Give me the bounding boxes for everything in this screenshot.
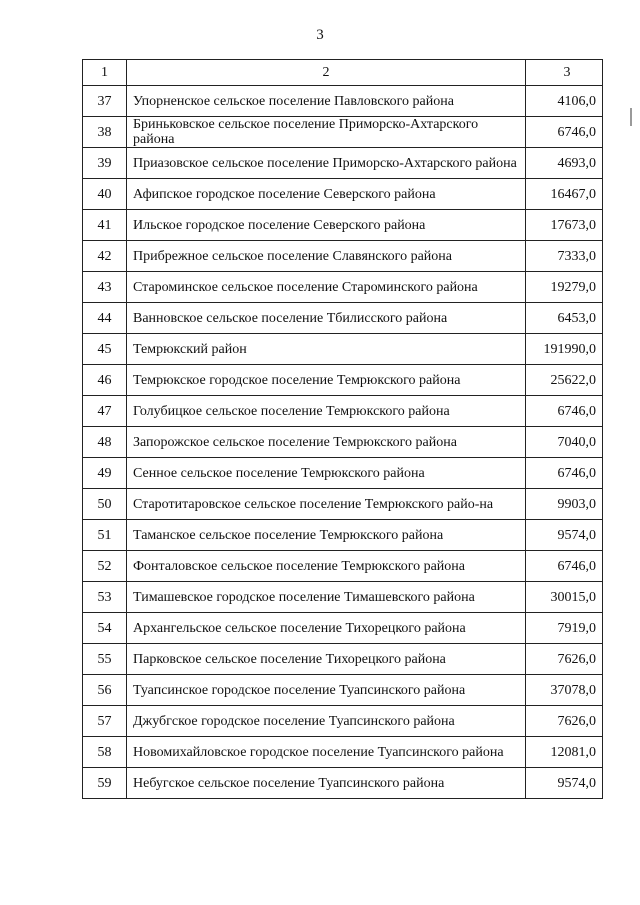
- settlement-name: Бриньковское сельское поселение Приморско-Ахтарского района: [127, 117, 526, 148]
- amount-value: 9574,0: [526, 520, 603, 551]
- settlement-name: Приазовское сельское поселение Приморско-Ахтарского района: [127, 148, 526, 179]
- row-number: 58: [83, 737, 127, 768]
- row-number: 59: [83, 768, 127, 799]
- table-row: [83, 148, 603, 179]
- amount-value: 9574,0: [526, 768, 603, 799]
- row-number: 51: [83, 520, 127, 551]
- row-number: 42: [83, 241, 127, 272]
- row-number: 37: [83, 86, 127, 117]
- settlement-table: [82, 59, 603, 799]
- amount-value: 19279,0: [526, 272, 603, 303]
- settlement-name: Сенное сельское поселение Темрюкского района: [127, 458, 526, 489]
- table-row: [83, 396, 603, 427]
- settlement-name: Тимашевское городское поселение Тимашевского района: [127, 582, 526, 613]
- amount-value: 191990,0: [526, 334, 603, 365]
- settlement-name: Архангельское сельское поселение Тихорецкого района: [127, 613, 526, 644]
- settlement-name: Запорожское сельское поселение Темрюкского района: [127, 427, 526, 458]
- row-number: 50: [83, 489, 127, 520]
- row-number: 45: [83, 334, 127, 365]
- table-row: [83, 303, 603, 334]
- settlement-name: Ванновское сельское поселение Тбилисского района: [127, 303, 526, 334]
- amount-value: 6746,0: [526, 117, 603, 148]
- settlement-name: Упорненское сельское поселение Павловского района: [127, 86, 526, 117]
- table-row: [83, 613, 603, 644]
- amount-value: 4106,0: [526, 86, 603, 117]
- settlement-name: Таманское сельское поселение Темрюкского района: [127, 520, 526, 551]
- table-row: [83, 272, 603, 303]
- amount-value: 6746,0: [526, 396, 603, 427]
- table-header-row: [83, 60, 603, 86]
- amount-value: 6746,0: [526, 458, 603, 489]
- amount-value: 25622,0: [526, 365, 603, 396]
- row-number: 54: [83, 613, 127, 644]
- settlement-name: Афипское городское поселение Северского района: [127, 179, 526, 210]
- table-row: [83, 644, 603, 675]
- settlement-name: Темрюкское городское поселение Темрюкского района: [127, 365, 526, 396]
- amount-value: 12081,0: [526, 737, 603, 768]
- table-row: [83, 210, 603, 241]
- row-number: 43: [83, 272, 127, 303]
- table-body: [83, 60, 603, 799]
- settlement-name: Голубицкое сельское поселение Темрюкского района: [127, 396, 526, 427]
- settlement-name: Небугское сельское поселение Туапсинского района: [127, 768, 526, 799]
- row-number: 38: [83, 117, 127, 148]
- amount-value: 7626,0: [526, 706, 603, 737]
- row-number: 41: [83, 210, 127, 241]
- amount-value: 17673,0: [526, 210, 603, 241]
- table-row: [83, 675, 603, 706]
- settlement-name: Новомихайловское городское поселение Туапсинского района: [127, 737, 526, 768]
- amount-value: 7040,0: [526, 427, 603, 458]
- table-row: [83, 706, 603, 737]
- row-number: 57: [83, 706, 127, 737]
- row-number: 46: [83, 365, 127, 396]
- amount-value: 6453,0: [526, 303, 603, 334]
- amount-value: 30015,0: [526, 582, 603, 613]
- amount-value: 6746,0: [526, 551, 603, 582]
- row-number: 55: [83, 644, 127, 675]
- settlement-name: Старотитаровское сельское поселение Темрюкского райо-на: [127, 489, 526, 520]
- settlement-name: Староминское сельское поселение Староминского района: [127, 272, 526, 303]
- settlement-name: Прибрежное сельское поселение Славянского района: [127, 241, 526, 272]
- row-number: 39: [83, 148, 127, 179]
- amount-value: 7333,0: [526, 241, 603, 272]
- row-number: 48: [83, 427, 127, 458]
- table-row: [83, 365, 603, 396]
- row-number: 53: [83, 582, 127, 613]
- settlement-name: Джубгское городское поселение Туапсинского района: [127, 706, 526, 737]
- settlement-name: Фонталовское сельское поселение Темрюкского района: [127, 551, 526, 582]
- row-number: 47: [83, 396, 127, 427]
- table-row: [83, 179, 603, 210]
- table-row: [83, 241, 603, 272]
- amount-value: 9903,0: [526, 489, 603, 520]
- header-col-2: 2: [127, 60, 526, 86]
- settlement-name: Туапсинское городское поселение Туапсинского района: [127, 675, 526, 706]
- table-row: [83, 551, 603, 582]
- table-row: [83, 737, 603, 768]
- table-row: [83, 768, 603, 799]
- margin-mark: [630, 108, 632, 126]
- table-row: [83, 520, 603, 551]
- row-number: 52: [83, 551, 127, 582]
- row-number: 49: [83, 458, 127, 489]
- amount-value: 7626,0: [526, 644, 603, 675]
- settlement-name: Парковское сельское поселение Тихорецкого района: [127, 644, 526, 675]
- row-number: 44: [83, 303, 127, 334]
- amount-value: 7919,0: [526, 613, 603, 644]
- table-row: [83, 117, 603, 148]
- page-number: 3: [316, 27, 324, 43]
- settlement-name: Темрюкский район: [127, 334, 526, 365]
- row-number: 56: [83, 675, 127, 706]
- header-col-3: 3: [526, 60, 603, 86]
- amount-value: 16467,0: [526, 179, 603, 210]
- settlement-name: Ильское городское поселение Северского района: [127, 210, 526, 241]
- table-row: [83, 582, 603, 613]
- header-col-1: 1: [83, 60, 127, 86]
- table-row: [83, 334, 603, 365]
- table-row: [83, 458, 603, 489]
- table-row: [83, 427, 603, 458]
- amount-value: 4693,0: [526, 148, 603, 179]
- amount-value: 37078,0: [526, 675, 603, 706]
- table-row: [83, 489, 603, 520]
- table-row: [83, 86, 603, 117]
- row-number: 40: [83, 179, 127, 210]
